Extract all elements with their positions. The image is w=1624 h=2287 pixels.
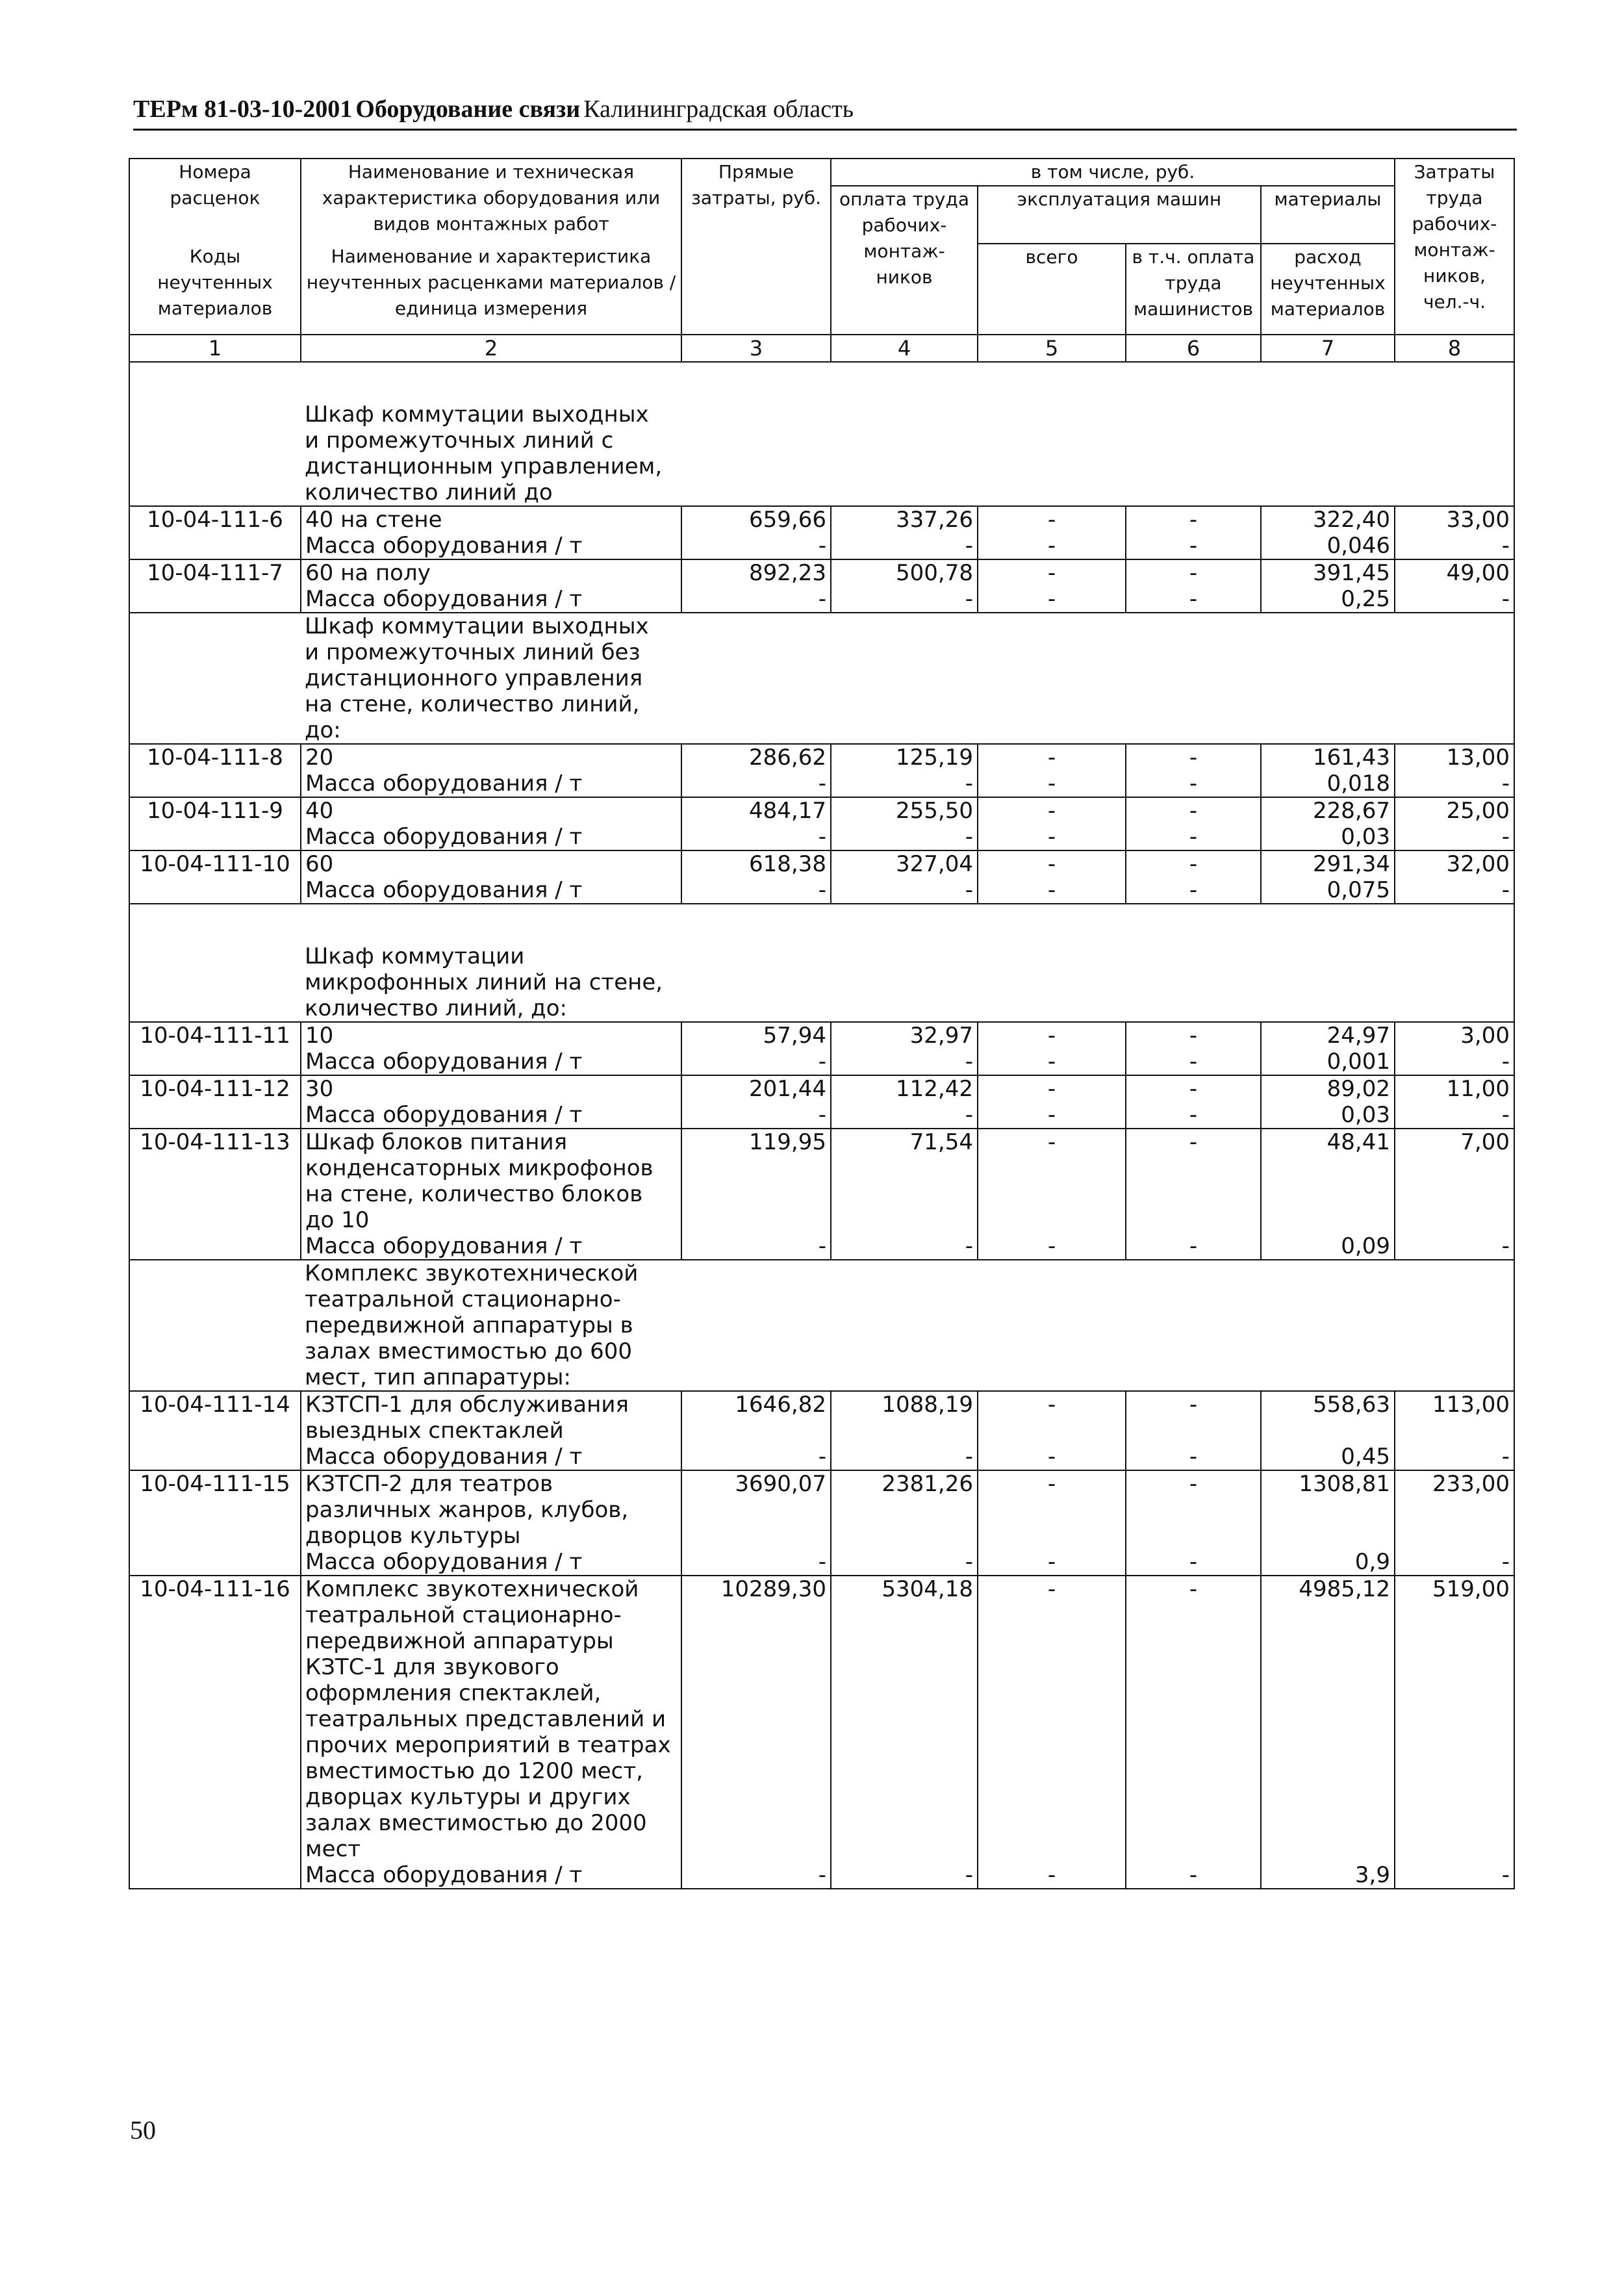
direct-cost: 484,17 bbox=[681, 797, 831, 824]
col-num: 1 bbox=[129, 335, 301, 362]
work-name: 40 bbox=[301, 797, 681, 824]
labor-cost: 1088,19 bbox=[831, 1391, 978, 1444]
direct-cost: 201,44 bbox=[681, 1075, 831, 1102]
operator-cost: - bbox=[1126, 1022, 1261, 1049]
table-row bbox=[129, 1022, 1514, 1049]
machine-cost: - bbox=[978, 1129, 1126, 1233]
mass-row bbox=[129, 1862, 1514, 1889]
mass-label: Масса оборудования / т bbox=[301, 771, 681, 797]
section-blank-cell bbox=[129, 613, 301, 744]
mass-labor: - bbox=[831, 1233, 978, 1260]
mass-value: 0,046 bbox=[1261, 533, 1395, 559]
operator-cost: - bbox=[1126, 1576, 1261, 1862]
material-cost: 48,41 bbox=[1261, 1129, 1395, 1233]
rate-code: 10-04-111-15 bbox=[129, 1470, 301, 1576]
operator-cost: - bbox=[1126, 1129, 1261, 1233]
col-num: 6 bbox=[1126, 335, 1261, 362]
table-row bbox=[129, 850, 1514, 877]
mass-operator: - bbox=[1126, 1444, 1261, 1470]
work-name: 30 bbox=[301, 1075, 681, 1102]
col7-header: расход неучтенных материалов bbox=[1261, 244, 1395, 335]
labor-hours: 3,00 bbox=[1395, 1022, 1514, 1049]
rate-code: 10-04-111-14 bbox=[129, 1391, 301, 1470]
mass-machine: - bbox=[978, 1102, 1126, 1129]
mass-labor: - bbox=[831, 533, 978, 559]
direct-cost: 3690,07 bbox=[681, 1470, 831, 1549]
table-row bbox=[129, 797, 1514, 824]
table-row bbox=[129, 1391, 1514, 1444]
mass-hours: - bbox=[1395, 1549, 1514, 1576]
labor-cost: 5304,18 bbox=[831, 1576, 978, 1862]
col8-header: Затраты труда рабочих-монтаж-ников, чел.-ч. bbox=[1395, 159, 1514, 335]
mass-labor: - bbox=[831, 824, 978, 850]
table-header bbox=[129, 159, 1514, 362]
mass-direct: - bbox=[681, 1549, 831, 1576]
operator-cost: - bbox=[1126, 506, 1261, 533]
col6-header: в т.ч. оплата труда машинистов bbox=[1126, 244, 1261, 335]
mass-row bbox=[129, 1102, 1514, 1129]
section-row bbox=[129, 1260, 1514, 1391]
mass-value: 0,075 bbox=[1261, 877, 1395, 904]
rate-code: 10-04-111-7 bbox=[129, 559, 301, 613]
labor-cost: 337,26 bbox=[831, 506, 978, 533]
machine-cost: - bbox=[978, 506, 1126, 533]
work-name: Комплекс звукотехнической театральной стационарно-передвижной аппаратуры КЗТС-1 для звукового оформления спектаклей, театральных представлений и прочих мероприятий в театрах вместимостью до 1200 мест, дворцах культуры и других залах вместимостью до 2000 мест bbox=[301, 1576, 681, 1862]
mass-hours: - bbox=[1395, 877, 1514, 904]
direct-cost: 1646,82 bbox=[681, 1391, 831, 1444]
rate-code: 10-04-111-13 bbox=[129, 1129, 301, 1260]
mass-label: Масса оборудования / т bbox=[301, 533, 681, 559]
direct-cost: 119,95 bbox=[681, 1129, 831, 1233]
section-title-text: Шкаф коммутации выходных и промежуточных линий без дистанционного управления на стене, количество линий, до: bbox=[305, 613, 649, 743]
machine-cost: - bbox=[978, 1075, 1126, 1102]
operator-cost: - bbox=[1126, 1075, 1261, 1102]
doc-code: ТЕРм 81-03-10-2001 bbox=[133, 96, 353, 123]
section-title bbox=[301, 362, 1514, 506]
mass-machine: - bbox=[978, 1862, 1126, 1889]
mass-hours: - bbox=[1395, 771, 1514, 797]
work-name: 40 на стене bbox=[301, 506, 681, 533]
mass-direct: - bbox=[681, 1049, 831, 1075]
mass-labor: - bbox=[831, 586, 978, 613]
section-title-text: Комплекс звукотехнической театральной стационарно-передвижной аппаратуры в залах вместимостью до 600 мест, тип аппаратуры: bbox=[305, 1260, 639, 1390]
mass-hours: - bbox=[1395, 1049, 1514, 1075]
direct-cost: 57,94 bbox=[681, 1022, 831, 1049]
table-row bbox=[129, 506, 1514, 533]
section-title-text: Шкаф коммутации микрофонных линий на стене, количество линий, до: bbox=[305, 943, 663, 1021]
mass-row bbox=[129, 824, 1514, 850]
mass-machine: - bbox=[978, 1549, 1126, 1576]
operator-cost: - bbox=[1126, 1391, 1261, 1444]
labor-cost: 255,50 bbox=[831, 797, 978, 824]
mass-labor: - bbox=[831, 877, 978, 904]
rate-code: 10-04-111-6 bbox=[129, 506, 301, 559]
mass-direct: - bbox=[681, 1444, 831, 1470]
mass-operator: - bbox=[1126, 877, 1261, 904]
mass-operator: - bbox=[1126, 771, 1261, 797]
mass-hours: - bbox=[1395, 586, 1514, 613]
labor-cost: 32,97 bbox=[831, 1022, 978, 1049]
table-body bbox=[129, 362, 1514, 1889]
section-blank-cell bbox=[129, 362, 301, 506]
labor-hours: 233,00 bbox=[1395, 1470, 1514, 1549]
section-title bbox=[301, 613, 1514, 744]
section-row bbox=[129, 904, 1514, 1022]
mass-value: 0,9 bbox=[1261, 1549, 1395, 1576]
mass-value: 0,25 bbox=[1261, 586, 1395, 613]
mass-direct: - bbox=[681, 586, 831, 613]
mass-machine: - bbox=[978, 824, 1126, 850]
col1-top: Номера расценок bbox=[129, 159, 301, 244]
mass-label: Масса оборудования / т bbox=[301, 1862, 681, 1889]
material-cost: 391,45 bbox=[1261, 559, 1395, 586]
section-row bbox=[129, 362, 1514, 506]
table-row bbox=[129, 744, 1514, 771]
work-name: 20 bbox=[301, 744, 681, 771]
mass-direct: - bbox=[681, 824, 831, 850]
mass-operator: - bbox=[1126, 1102, 1261, 1129]
page-number: 50 bbox=[130, 2115, 156, 2145]
labor-hours: 13,00 bbox=[1395, 744, 1514, 771]
machine-cost: - bbox=[978, 559, 1126, 586]
col4-header: оплата труда рабочих-монтаж-ников bbox=[831, 186, 978, 335]
mass-hours: - bbox=[1395, 1102, 1514, 1129]
column-numbers bbox=[129, 335, 1514, 362]
mass-value: 0,03 bbox=[1261, 824, 1395, 850]
mass-machine: - bbox=[978, 1049, 1126, 1075]
mass-row bbox=[129, 533, 1514, 559]
labor-hours: 7,00 bbox=[1395, 1129, 1514, 1233]
mass-operator: - bbox=[1126, 1233, 1261, 1260]
mass-machine: - bbox=[978, 1444, 1126, 1470]
labor-hours: 32,00 bbox=[1395, 850, 1514, 877]
labor-cost: 2381,26 bbox=[831, 1470, 978, 1549]
mass-value: 0,45 bbox=[1261, 1444, 1395, 1470]
mass-operator: - bbox=[1126, 824, 1261, 850]
machine-cost: - bbox=[978, 1022, 1126, 1049]
mass-row bbox=[129, 1549, 1514, 1576]
rate-code: 10-04-111-9 bbox=[129, 797, 301, 850]
section-blank-cell bbox=[129, 904, 301, 1022]
mass-row bbox=[129, 877, 1514, 904]
work-name: 10 bbox=[301, 1022, 681, 1049]
labor-cost: 71,54 bbox=[831, 1129, 978, 1233]
mass-hours: - bbox=[1395, 533, 1514, 559]
rate-code: 10-04-111-16 bbox=[129, 1576, 301, 1889]
table-row bbox=[129, 1129, 1514, 1233]
mass-direct: - bbox=[681, 1862, 831, 1889]
table-row bbox=[129, 1470, 1514, 1549]
direct-cost: 659,66 bbox=[681, 506, 831, 533]
mass-hours: - bbox=[1395, 1233, 1514, 1260]
section-blank-cell bbox=[129, 1260, 301, 1391]
mass-hours: - bbox=[1395, 824, 1514, 850]
operator-cost: - bbox=[1126, 850, 1261, 877]
mass-label: Масса оборудования / т bbox=[301, 1444, 681, 1470]
labor-hours: 25,00 bbox=[1395, 797, 1514, 824]
mass-labor: - bbox=[831, 771, 978, 797]
col1-bottom: Коды неучтенных материалов bbox=[129, 244, 301, 335]
mass-row bbox=[129, 1233, 1514, 1260]
work-name: 60 bbox=[301, 850, 681, 877]
operator-cost: - bbox=[1126, 559, 1261, 586]
mass-direct: - bbox=[681, 533, 831, 559]
mass-hours: - bbox=[1395, 1862, 1514, 1889]
page-header bbox=[133, 95, 1517, 131]
mass-direct: - bbox=[681, 771, 831, 797]
machine-cost: - bbox=[978, 1576, 1126, 1862]
material-cost: 228,67 bbox=[1261, 797, 1395, 824]
col-num: 5 bbox=[978, 335, 1126, 362]
work-name: КЗТСП-1 для обслуживания выездных спектаклей bbox=[301, 1391, 681, 1444]
col-num: 4 bbox=[831, 335, 978, 362]
mass-labor: - bbox=[831, 1862, 978, 1889]
mass-row bbox=[129, 771, 1514, 797]
labor-hours: 49,00 bbox=[1395, 559, 1514, 586]
col-num: 8 bbox=[1395, 335, 1514, 362]
rate-code: 10-04-111-10 bbox=[129, 850, 301, 904]
mass-value: 0,03 bbox=[1261, 1102, 1395, 1129]
mass-machine: - bbox=[978, 877, 1126, 904]
section-title bbox=[301, 1260, 1514, 1391]
labor-cost: 112,42 bbox=[831, 1075, 978, 1102]
mass-row bbox=[129, 1049, 1514, 1075]
col2-bottom: Наименование и характеристика неучтенных расценками материалов / единица измерения bbox=[301, 244, 681, 335]
mass-labor: - bbox=[831, 1444, 978, 1470]
labor-cost: 125,19 bbox=[831, 744, 978, 771]
mass-hours: - bbox=[1395, 1444, 1514, 1470]
doc-region: Калининградская область bbox=[583, 96, 854, 123]
mass-label: Масса оборудования / т bbox=[301, 877, 681, 904]
mass-operator: - bbox=[1126, 1049, 1261, 1075]
mass-value: 0,09 bbox=[1261, 1233, 1395, 1260]
rate-code: 10-04-111-8 bbox=[129, 744, 301, 797]
table-row bbox=[129, 559, 1514, 586]
material-cost: 291,34 bbox=[1261, 850, 1395, 877]
direct-cost: 286,62 bbox=[681, 744, 831, 771]
mass-direct: - bbox=[681, 877, 831, 904]
mass-value: 3,9 bbox=[1261, 1862, 1395, 1889]
mass-labor: - bbox=[831, 1049, 978, 1075]
material-cost: 558,63 bbox=[1261, 1391, 1395, 1444]
section-row bbox=[129, 613, 1514, 744]
direct-cost: 618,38 bbox=[681, 850, 831, 877]
mass-direct: - bbox=[681, 1233, 831, 1260]
section-title-text: Шкаф коммутации выходных и промежуточных линий с дистанционным управлением, количество линий до bbox=[305, 402, 663, 505]
machine-cost: - bbox=[978, 797, 1126, 824]
labor-cost: 327,04 bbox=[831, 850, 978, 877]
mass-label: Масса оборудования / т bbox=[301, 824, 681, 850]
col2-top: Наименование и техническая характеристика оборудования или видов монтажных работ bbox=[301, 159, 681, 244]
direct-cost: 892,23 bbox=[681, 559, 831, 586]
incl-header: в том числе, руб. bbox=[831, 159, 1395, 186]
material-cost: 24,97 bbox=[1261, 1022, 1395, 1049]
col-num: 7 bbox=[1261, 335, 1395, 362]
mass-operator: - bbox=[1126, 1862, 1261, 1889]
labor-hours: 11,00 bbox=[1395, 1075, 1514, 1102]
mass-label: Масса оборудования / т bbox=[301, 1549, 681, 1576]
material-cost: 4985,12 bbox=[1261, 1576, 1395, 1862]
col-num: 3 bbox=[681, 335, 831, 362]
mass-direct: - bbox=[681, 1102, 831, 1129]
mass-label: Масса оборудования / т bbox=[301, 1049, 681, 1075]
mass-machine: - bbox=[978, 586, 1126, 613]
labor-hours: 519,00 bbox=[1395, 1576, 1514, 1862]
machines-header: эксплуатация машин bbox=[978, 186, 1261, 244]
machine-cost: - bbox=[978, 1470, 1126, 1549]
doc-title: Оборудование связи bbox=[355, 96, 581, 123]
price-table bbox=[129, 158, 1515, 1889]
mass-machine: - bbox=[978, 533, 1126, 559]
col-num: 2 bbox=[301, 335, 681, 362]
work-name: КЗТСП-2 для театров различных жанров, клубов, дворцов культуры bbox=[301, 1470, 681, 1549]
section-title bbox=[301, 904, 1514, 1022]
mass-row bbox=[129, 1444, 1514, 1470]
table-row bbox=[129, 1576, 1514, 1862]
mass-machine: - bbox=[978, 1233, 1126, 1260]
table-row bbox=[129, 1075, 1514, 1102]
mass-label: Масса оборудования / т bbox=[301, 1233, 681, 1260]
machine-cost: - bbox=[978, 850, 1126, 877]
operator-cost: - bbox=[1126, 744, 1261, 771]
mass-label: Масса оборудования / т bbox=[301, 586, 681, 613]
mass-machine: - bbox=[978, 771, 1126, 797]
col3-header: Прямые затраты, руб. bbox=[681, 159, 831, 335]
labor-cost: 500,78 bbox=[831, 559, 978, 586]
mass-operator: - bbox=[1126, 1549, 1261, 1576]
rate-code: 10-04-111-11 bbox=[129, 1022, 301, 1075]
mass-label: Масса оборудования / т bbox=[301, 1102, 681, 1129]
mass-operator: - bbox=[1126, 586, 1261, 613]
work-name: Шкаф блоков питания конденсаторных микрофонов на стене, количество блоков до 10 bbox=[301, 1129, 681, 1233]
operator-cost: - bbox=[1126, 797, 1261, 824]
material-cost: 1308,81 bbox=[1261, 1470, 1395, 1549]
mass-value: 0,001 bbox=[1261, 1049, 1395, 1075]
operator-cost: - bbox=[1126, 1470, 1261, 1549]
material-cost: 322,40 bbox=[1261, 506, 1395, 533]
rate-code: 10-04-111-12 bbox=[129, 1075, 301, 1129]
material-cost: 161,43 bbox=[1261, 744, 1395, 771]
mass-labor: - bbox=[831, 1102, 978, 1129]
labor-hours: 33,00 bbox=[1395, 506, 1514, 533]
labor-hours: 113,00 bbox=[1395, 1391, 1514, 1444]
machine-cost: - bbox=[978, 1391, 1126, 1444]
machine-cost: - bbox=[978, 744, 1126, 771]
materials-header: материалы bbox=[1261, 186, 1395, 244]
mass-value: 0,018 bbox=[1261, 771, 1395, 797]
mass-operator: - bbox=[1126, 533, 1261, 559]
mass-row bbox=[129, 586, 1514, 613]
mass-labor: - bbox=[831, 1549, 978, 1576]
work-name: 60 на полу bbox=[301, 559, 681, 586]
material-cost: 89,02 bbox=[1261, 1075, 1395, 1102]
col5-header: всего bbox=[978, 244, 1126, 335]
direct-cost: 10289,30 bbox=[681, 1576, 831, 1862]
